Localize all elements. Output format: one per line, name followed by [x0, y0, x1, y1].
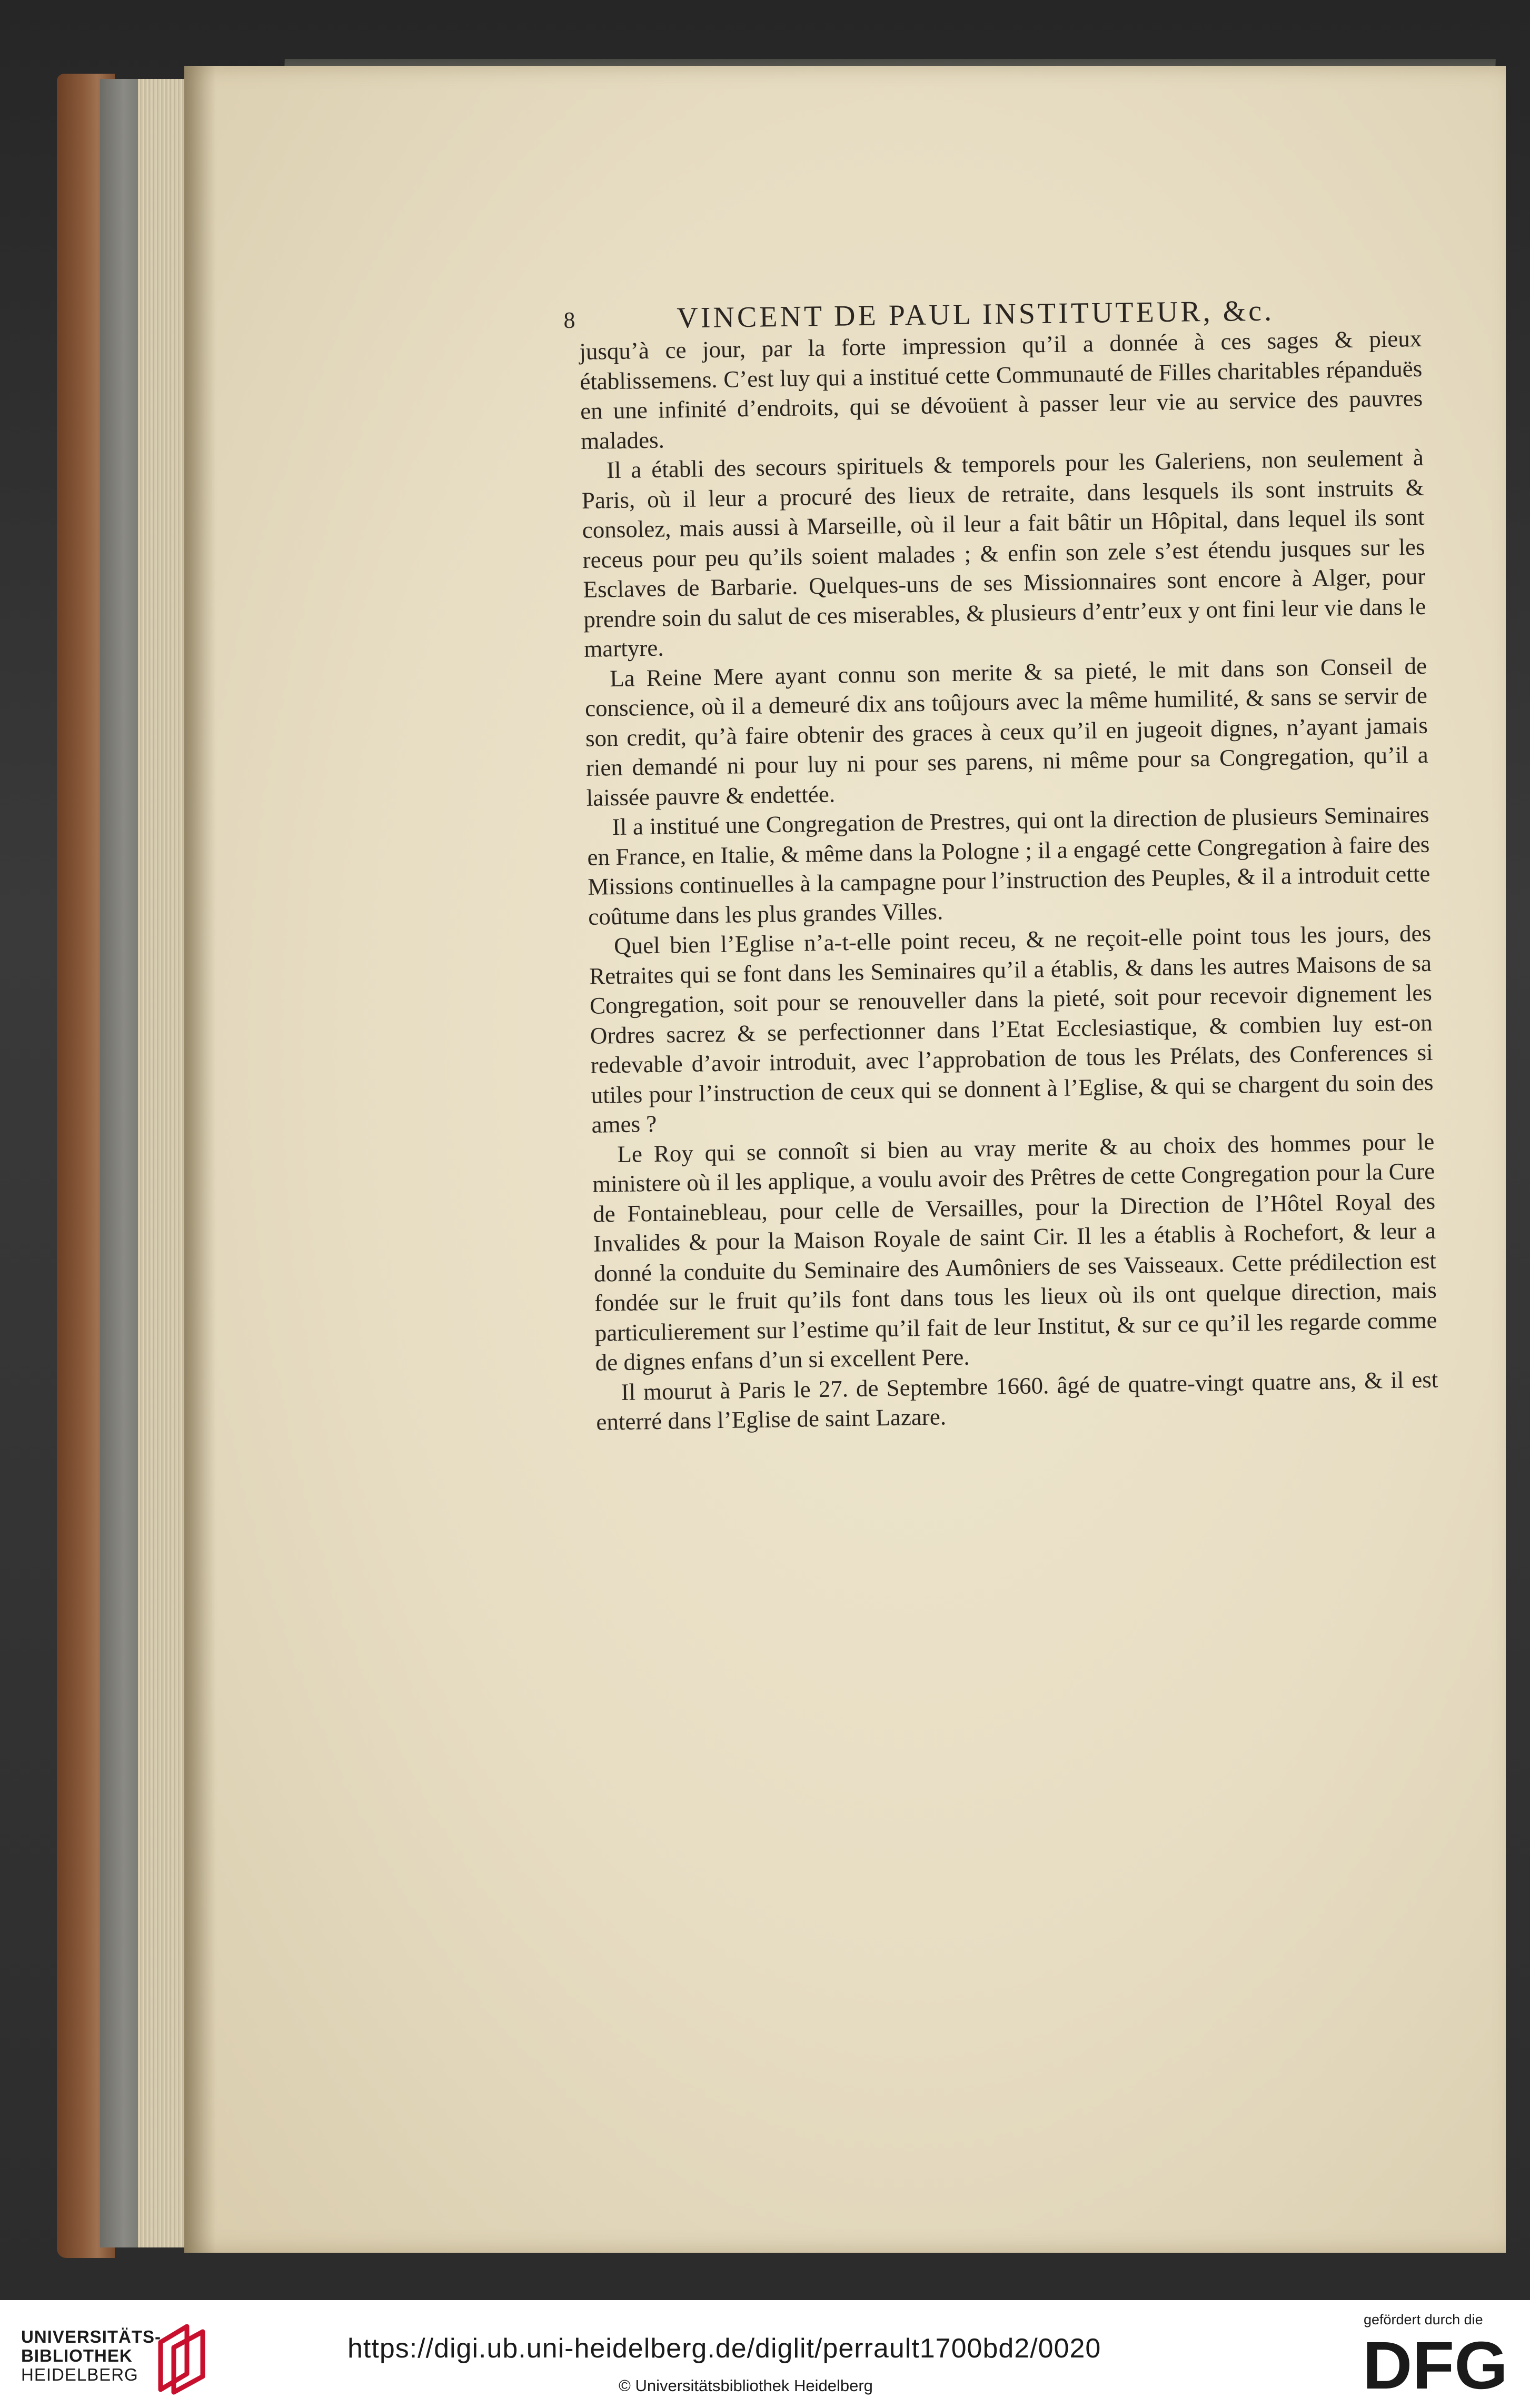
library-name-line-2: BIBLIOTHEK	[21, 2346, 133, 2365]
paragraph-6: Le Roy qui se connoît si bien au vray merite & au choix des hommes pour le ministere où il les applique, a voulu avoir des Prêtres de cette Congregation pour la Cure de Fontainebleau, pour celle de Versailles, pour la Direction de l’Hôtel Royal des Invalides & pour la Maison Royale de saint Cir. Il les a établis à Rochefort, & leur a donné la conduite du Seminaire des Aumôniers de ses Vaisseaux. Cette prédilection est fondée sur le fruit qu’ils font dans tous les lieux où ils ont quelque direction, mais particulierement sur l’estime qu’il fait de leur Institut, & sur ce qu’il les regarde comme de dignes enfans d’un si excellent Pere.	[592, 1128, 1437, 1376]
page-stack-edges	[138, 79, 191, 2247]
library-logo-icon[interactable]	[150, 2321, 213, 2395]
funding-label: gefördert durch die	[1364, 2312, 1483, 2327]
permalink-url[interactable]: https://digi.ub.uni-heidelberg.de/diglit/perrault1700bd2/0020	[347, 2333, 1101, 2364]
paragraph-1: jusqu’à ce jour, par la forte impression qu’il a donnée à ces sages & pieux établissemens. C’est luy qui a institué cette Communauté de Filles charitables répanduës en une infinité d’endroits, qui se dévoüent à passer leur vie au service des pauvres malades.	[579, 325, 1423, 454]
dfg-logo-text: DFG	[1363, 2332, 1508, 2395]
body-text	[579, 324, 1439, 1437]
running-title: VINCENT DE PAUL INSTITUTEUR, &c.	[676, 294, 1275, 335]
page-number: 8	[563, 307, 575, 333]
paragraph-5: Quel bien l’Eglise n’a-t-elle point receu, & ne reçoit-elle point tous les jours, des Retraites qui se font dans les Seminaires qu’il a établis, & dans les autres Maisons de sa Congregation, soit pour se renouveller dans la pieté, soit pour recevoir dignement les Ordres sacrez & se perfectionner dans l’Etat Ecclesiastique, & combien luy est-on redevable d’avoir introduit, avec l’approbation de tous les Prélats, des Conferences si utiles pour l’instruction de ceux qui se donnent à l’Eglise, & qui se chargent du soin des ames ?	[589, 920, 1434, 1138]
paragraph-4: Il a institué une Congregation de Prestres, qui ont la direction de plusieurs Seminaires en France, en Italie, & même dans la Pologne ; il a engagé cette Congregation à faire des Missions continuelles à la campagne pour l’instruction des Peuples, & il a introduit cette coûtume dans les plus grandes Villes.	[587, 801, 1430, 930]
paragraph-2: Il a établi des secours spirituels & temporels pour les Galeriens, non seulement à Paris, où il leur a procuré des lieux de retraite, dans lesquels ils sont instruits & consolez, mais aussi à Marseille, où il leur a fait bâtir un Hôpital, dans lequel ils sont receus pour peu qu’ils soient malades ; & enfin son zele s’est étendu jusques sur les Esclaves de Barbarie. Quelques-uns de ses Missionnaires sont encore à Alger, pour prendre soin du salut de ces miserables, & plusieurs d’entr’eux y ont fini leur vie dans le martyre.	[581, 444, 1426, 662]
dfg-logo-icon[interactable]	[1363, 2332, 1510, 2395]
copyright-notice: © Universitätsbibliothek Heidelberg	[619, 2376, 873, 2395]
library-name[interactable]	[21, 2327, 161, 2384]
paragraph-7: Il mourut à Paris le 27. de Septembre 1660. âgé de quatre-vingt quatre ans, & il est enterré dans l’Eglise de saint Lazare.	[595, 1366, 1438, 1435]
library-name-line-3: HEIDELBERG	[21, 2365, 138, 2384]
page-gutter-shadow	[184, 66, 216, 2253]
paragraph-3: La Reine Mere ayant connu son merite & sa pieté, le mit dans son Conseil de conscience, où il a demeuré dix ans toûjours avec la même humilité, & sans se servir de son credit, qu’à faire obtenir des graces à ceux qu’il en jugeoit dignes, n’ayant jamais rien demandé ni pour luy ni pour ses parens, ni même pour sa Congregation, qu’il a laissée pauvre & endettée.	[584, 652, 1429, 811]
viewer-footer	[0, 2300, 1530, 2408]
library-name-line-1: UNIVERSITÄTS-	[21, 2327, 162, 2346]
